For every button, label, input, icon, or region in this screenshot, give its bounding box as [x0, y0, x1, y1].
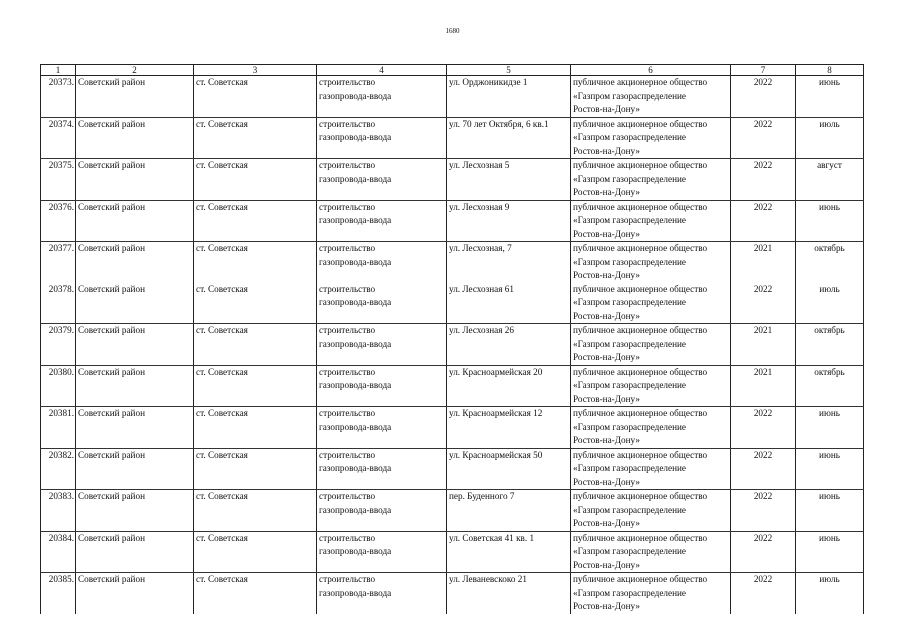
year-cell: 2022 [731, 407, 796, 449]
work-type-cell [317, 407, 447, 449]
work-type-cell [317, 117, 447, 159]
row-number: 20375. [41, 159, 76, 201]
table-row [41, 76, 864, 118]
work-type-cell-line: газопровода-ввода [319, 463, 392, 473]
row-number: 20383. [41, 490, 76, 532]
work-type-cell [317, 283, 447, 324]
settlement-cell: ст. Советская [194, 365, 317, 407]
organization-cell [571, 242, 731, 283]
row-number: 20381. [41, 407, 76, 449]
organization-cell-line: публичное акционерное общество [573, 491, 708, 501]
organization-cell [571, 200, 731, 242]
work-type-cell-line: газопровода-ввода [319, 297, 392, 307]
column-header: 1 [41, 65, 76, 76]
district-cell: Советский район [76, 365, 194, 407]
work-type-cell-line: строительство [319, 366, 376, 377]
work-type-cell-line: газопровода-ввода [319, 380, 392, 390]
organization-cell [571, 117, 731, 159]
organization-cell-line: «Газпром газораспределение [573, 504, 686, 515]
column-header: 2 [76, 65, 194, 76]
district-cell: Советский район [76, 531, 194, 573]
organization-cell-line: «Газпром газораспределение [573, 380, 686, 390]
work-type-cell-line: газопровода-ввода [319, 504, 392, 515]
district-cell: Советский район [76, 490, 194, 532]
settlement-cell: ст. Советская [194, 200, 317, 242]
row-number: 20385. [41, 573, 76, 615]
work-type-cell [317, 76, 447, 118]
header-row [41, 65, 864, 76]
column-header: 7 [731, 65, 796, 76]
district-cell: Советский район [76, 283, 194, 324]
work-type-cell-line: строительство [319, 160, 376, 170]
year-cell: 2022 [731, 490, 796, 532]
organization-cell [571, 490, 731, 532]
organization-cell [571, 324, 731, 366]
table-row [41, 242, 864, 283]
table-row [41, 531, 864, 573]
work-type-cell-line: газопровода-ввода [319, 173, 392, 184]
district-cell: Советский район [76, 573, 194, 615]
table-row [41, 365, 864, 407]
table-row [41, 448, 864, 490]
organization-cell [571, 407, 731, 449]
table-row [41, 490, 864, 532]
district-cell: Советский район [76, 117, 194, 159]
year-cell: 2022 [731, 573, 796, 615]
settlement-cell: ст. Советская [194, 76, 317, 118]
year-cell: 2022 [731, 159, 796, 201]
month-cell: июнь [796, 200, 864, 242]
organization-cell-line: «Газпром газораспределение [573, 215, 686, 225]
settlement-cell: ст. Советская [194, 242, 317, 283]
work-type-cell-line: газопровода-ввода [319, 132, 392, 142]
table-row [41, 200, 864, 242]
row-number: 20378. [41, 283, 76, 324]
year-cell: 2022 [731, 283, 796, 324]
month-cell: июнь [796, 448, 864, 490]
address-cell: ул. Красноармейская 12 [447, 407, 571, 449]
row-number: 20376. [41, 200, 76, 242]
month-cell: июль [796, 573, 864, 615]
year-cell: 2021 [731, 242, 796, 283]
year-cell: 2022 [731, 76, 796, 118]
column-header: 5 [447, 65, 571, 76]
address-cell: ул. Лесхозная, 7 [447, 242, 571, 283]
work-type-cell [317, 324, 447, 366]
work-type-cell [317, 573, 447, 615]
work-type-cell-line: газопровода-ввода [319, 421, 392, 432]
organization-cell-line: публичное акционерное общество [573, 160, 708, 170]
row-number: 20373. [41, 76, 76, 118]
organization-cell [571, 573, 731, 615]
month-cell: октябрь [796, 324, 864, 366]
month-cell: октябрь [796, 365, 864, 407]
address-cell: ул. Орджоникидзе 1 [447, 76, 571, 118]
district-cell: Советский район [76, 407, 194, 449]
settlement-cell: ст. Советская [194, 490, 317, 532]
month-cell: июнь [796, 76, 864, 118]
work-type-cell [317, 159, 447, 201]
work-type-cell [317, 531, 447, 573]
page-number: 1680 [445, 27, 460, 35]
work-type-cell-line: строительство [319, 77, 376, 87]
work-type-cell-line: строительство [319, 491, 376, 501]
table-row [41, 407, 864, 449]
district-cell: Советский район [76, 76, 194, 118]
address-cell: ул. Лесхозная 61 [447, 283, 571, 324]
work-type-cell [317, 448, 447, 490]
year-cell: 2022 [731, 117, 796, 159]
organization-cell-line: публичное акционерное общество [573, 118, 708, 129]
table-row [41, 573, 864, 615]
organization-cell-line: публичное акционерное общество [573, 366, 708, 377]
work-type-cell-line: строительство [319, 283, 376, 294]
year-cell: 2022 [731, 531, 796, 573]
table-row [41, 117, 864, 159]
work-type-cell-line: газопровода-ввода [319, 587, 392, 598]
organization-cell [571, 76, 731, 118]
organization-cell-line: «Газпром газораспределение [573, 297, 686, 307]
settlement-cell: ст. Советская [194, 324, 317, 366]
row-number: 20382. [41, 448, 76, 490]
work-type-cell-line: строительство [319, 574, 376, 584]
organization-cell-line: Ростов-на-Дону» [573, 187, 640, 197]
organization-cell-line: «Газпром газораспределение [573, 132, 686, 142]
organization-cell-line: публичное акционерное общество [573, 201, 708, 212]
month-cell: июль [796, 117, 864, 159]
organization-cell-line: публичное акционерное общество [573, 325, 708, 335]
month-cell: август [796, 159, 864, 201]
organization-cell-line: Ростов-на-Дону» [573, 393, 640, 404]
organization-cell-line: публичное акционерное общество [573, 243, 708, 253]
address-cell: ул. Красноармейская 50 [447, 448, 571, 490]
organization-cell-line: публичное акционерное общество [573, 77, 708, 87]
table-row [41, 159, 864, 201]
district-cell: Советский район [76, 200, 194, 242]
address-cell: ул. Красноармейская 20 [447, 365, 571, 407]
column-header: 4 [317, 65, 447, 76]
organization-cell-line: публичное акционерное общество [573, 532, 708, 543]
organization-cell-line: «Газпром газораспределение [573, 587, 686, 598]
month-cell: июнь [796, 490, 864, 532]
organization-cell-line: публичное акционерное общество [573, 408, 708, 418]
year-cell: 2022 [731, 200, 796, 242]
organization-cell-line: «Газпром газораспределение [573, 256, 686, 267]
address-cell: ул. Советская 41 кв. 1 [447, 531, 571, 573]
work-type-cell-line: строительство [319, 532, 376, 543]
settlement-cell: ст. Советская [194, 283, 317, 324]
work-type-cell [317, 242, 447, 283]
district-cell: Советский район [76, 159, 194, 201]
organization-cell [571, 531, 731, 573]
organization-cell-line: «Газпром газораспределение [573, 421, 686, 432]
organization-cell [571, 365, 731, 407]
district-cell: Советский район [76, 448, 194, 490]
work-type-cell-line: газопровода-ввода [319, 546, 392, 556]
address-cell: пер. Буденного 7 [447, 490, 571, 532]
organization-cell [571, 159, 731, 201]
organization-cell-line: «Газпром газораспределение [573, 546, 686, 556]
row-number: 20379. [41, 324, 76, 366]
address-cell: ул. Лесхозная 26 [447, 324, 571, 366]
address-cell: ул. 70 лет Октября, 6 кв.1 [447, 117, 571, 159]
month-cell: октябрь [796, 242, 864, 283]
column-header: 3 [194, 65, 317, 76]
settlement-cell: ст. Советская [194, 117, 317, 159]
address-cell: ул. Лесхозная 5 [447, 159, 571, 201]
month-cell: июнь [796, 531, 864, 573]
work-type-cell-line: строительство [319, 118, 376, 129]
organization-cell-line: Ростов-на-Дону» [573, 145, 640, 156]
row-number: 20374. [41, 117, 76, 159]
organization-cell-line: «Газпром газораспределение [573, 338, 686, 349]
organization-cell-line: публичное акционерное общество [573, 449, 708, 460]
organization-cell-line: Ростов-на-Дону» [573, 435, 640, 445]
work-type-cell-line: строительство [319, 243, 376, 253]
month-cell: июнь [796, 407, 864, 449]
settlement-cell: ст. Советская [194, 159, 317, 201]
organization-cell-line: Ростов-на-Дону» [573, 310, 640, 321]
row-number: 20380. [41, 365, 76, 407]
address-cell: ул. Лесхозная 9 [447, 200, 571, 242]
settlement-cell: ст. Советская [194, 531, 317, 573]
row-number: 20384. [41, 531, 76, 573]
work-type-cell-line: строительство [319, 201, 376, 212]
column-header: 6 [571, 65, 731, 76]
work-type-cell-line: газопровода-ввода [319, 90, 392, 101]
column-header: 8 [796, 65, 864, 76]
settlement-cell: ст. Советская [194, 407, 317, 449]
organization-cell [571, 448, 731, 490]
work-type-cell [317, 200, 447, 242]
organization-cell-line: Ростов-на-Дону» [573, 559, 640, 570]
work-type-cell-line: газопровода-ввода [319, 215, 392, 225]
district-cell: Советский район [76, 242, 194, 283]
year-cell: 2022 [731, 448, 796, 490]
organization-cell-line: Ростов-на-Дону» [573, 518, 640, 528]
work-type-cell-line: строительство [319, 408, 376, 418]
organization-cell-line: Ростов-на-Дону» [573, 352, 640, 362]
organization-cell-line: публичное акционерное общество [573, 283, 708, 294]
settlement-cell: ст. Советская [194, 573, 317, 615]
organization-cell-line: Ростов-на-Дону» [573, 601, 640, 611]
address-cell: ул. Леваневскоко 21 [447, 573, 571, 615]
organization-cell-line: «Газпром газораспределение [573, 463, 686, 473]
gasification-table [40, 64, 864, 614]
organization-cell-line: «Газпром газораспределение [573, 173, 686, 184]
work-type-cell-line: газопровода-ввода [319, 338, 392, 349]
work-type-cell-line: строительство [319, 325, 376, 335]
work-type-cell [317, 490, 447, 532]
organization-cell-line: Ростов-на-Дону» [573, 270, 640, 280]
organization-cell-line: Ростов-на-Дону» [573, 476, 640, 487]
organization-cell-line: «Газпром газораспределение [573, 90, 686, 101]
year-cell: 2021 [731, 365, 796, 407]
table-row [41, 324, 864, 366]
organization-cell-line: публичное акционерное общество [573, 574, 708, 584]
table-row [41, 283, 864, 324]
settlement-cell: ст. Советская [194, 448, 317, 490]
organization-cell-line: Ростов-на-Дону» [573, 104, 640, 114]
work-type-cell-line: газопровода-ввода [319, 256, 392, 267]
organization-cell-line: Ростов-на-Дону» [573, 228, 640, 239]
month-cell: июль [796, 283, 864, 324]
work-type-cell-line: строительство [319, 449, 376, 460]
district-cell: Советский район [76, 324, 194, 366]
work-type-cell [317, 365, 447, 407]
row-number: 20377. [41, 242, 76, 283]
year-cell: 2021 [731, 324, 796, 366]
organization-cell [571, 283, 731, 324]
